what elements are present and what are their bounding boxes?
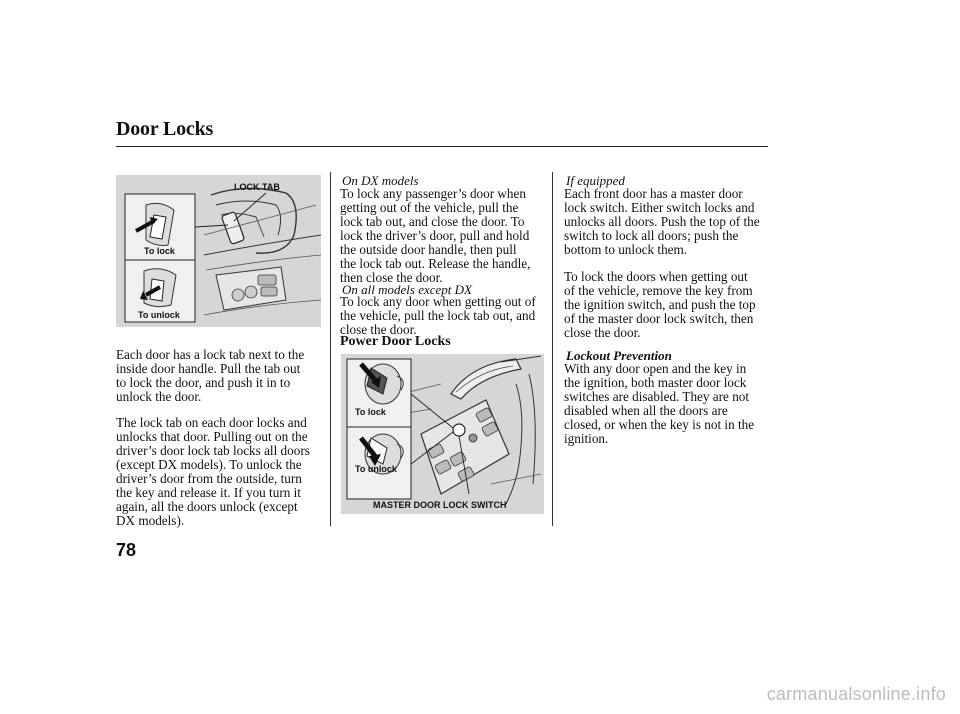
title-rule (116, 146, 768, 147)
if-equipped-label: If equipped (566, 173, 625, 188)
column-divider-right (552, 172, 553, 526)
column-divider-left (330, 172, 331, 526)
lock-tab-paragraph-1: Each door has a lock tab next to the inside door handle. Pull the tab out to lock the door, and push it in to unlock the door. (116, 347, 305, 404)
non-dx-paragraph: To lock any door when getting out of the vehicle, pull the lock tab out, and close the door. (340, 294, 536, 337)
dx-paragraph: To lock any passenger’s door when getting out of the vehicle, pull the lock tab out, and close the door. To lock the driver’s door, pull and hold the outside door handle, then pull the lock tab out. Release the handle, then close the door. (340, 186, 531, 285)
lock-tab-figure (116, 175, 321, 327)
dx-paragraph-block (340, 187, 548, 285)
lockout-paragraph: With any door open and the key in the ignition, both master door lock switches are disabled. They are not disabled when all the doors are closed, or when the key is not in the ignition. (564, 361, 755, 446)
getting-out-paragraph: To lock the doors when getting out of the vehicle, remove the key from the ignition switch, and push the top of the master door lock switch, then close the door. (564, 269, 756, 340)
watermark: carmanualsonline.info (766, 684, 946, 704)
to-lock-label: To lock (355, 407, 386, 417)
lock-tab-paragraph-2: The lock tab on each door locks and unlocks that door. Pulling out on the driver’s door lock tab locks all doors (except DX models). To unlock the driver’s door from the outside, turn the key and release it. If you turn it again, all the doors unlock (except DX models). (116, 415, 310, 528)
page-number: 78 (116, 540, 137, 560)
non-dx-label: On all models except DX (342, 282, 472, 297)
master-switch-label: MASTER DOOR LOCK SWITCH (373, 500, 507, 510)
master-switch-paragraph: Each front door has a master door lock switch. Either switch locks and unlocks all doors. Push the top of the switch to lock all doors; push the bottom to unlock them. (564, 186, 760, 257)
page-title: Door Locks (116, 118, 214, 140)
left-column-text (116, 348, 321, 528)
non-dx-paragraph-block (340, 295, 548, 337)
lock-tab-label: LOCK TAB (234, 182, 280, 192)
lockout-prevention-heading: Lockout Prevention (566, 348, 672, 363)
dx-models-label: On DX models (342, 173, 419, 188)
right-column-text (564, 187, 770, 340)
master-switch-figure (341, 354, 544, 514)
master-switch-illustration (341, 354, 544, 514)
to-lock-label: To lock (144, 246, 175, 256)
to-unlock-label: To unlock (138, 310, 180, 320)
power-door-locks-heading: Power Door Locks (340, 334, 451, 349)
to-unlock-label: To unlock (355, 464, 397, 474)
lockout-paragraph-block (564, 362, 770, 446)
